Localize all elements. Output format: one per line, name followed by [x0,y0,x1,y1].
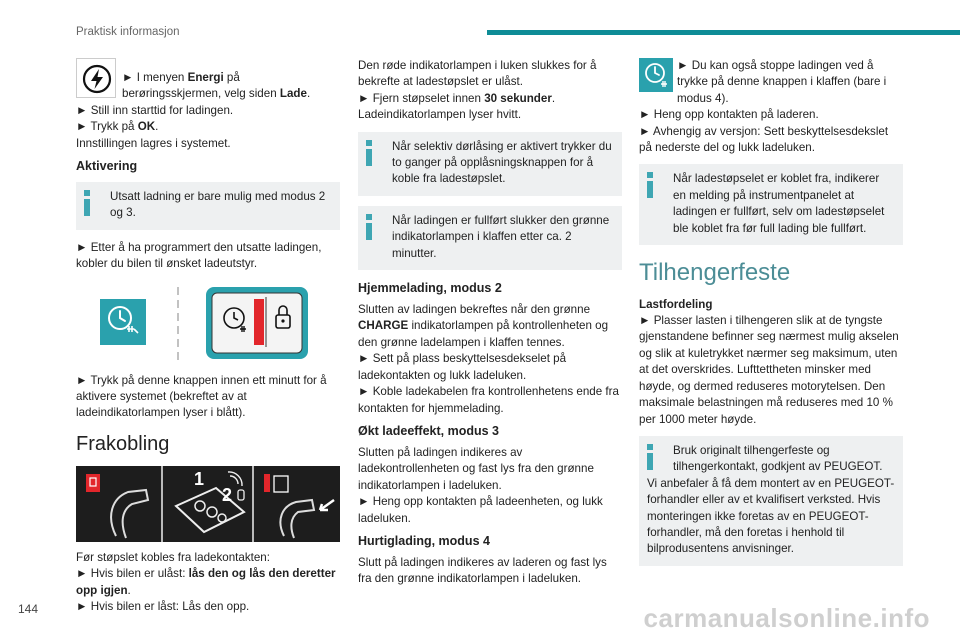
stop-button-instruction [639,58,903,107]
text: . [127,583,131,597]
info-icon [366,214,372,240]
paragraph: ► Trykk på denne knappen innen ett minutt for å aktivere systemet (bekreftet av at ladeindikatorlampen lyser i blått). [76,373,327,420]
energy-instruction [76,58,340,103]
bold-text: 30 sekunder [484,91,552,105]
info-note [358,206,622,270]
bold-text: CHARGE [358,319,409,333]
note-text: Når ladestøpselet er koblet fra, indikerer en melding på instrumentpanelet at ladingen er fullført, selv om ladestøpselet ble koblet fra før full lading ble fullført. [673,172,885,235]
paragraph: ► Still inn starttid for ladingen. [76,103,234,117]
note-text: Bruk originalt tilhengerfeste og tilhengerkontakt, godkjent av PEUGEOT. [673,443,883,474]
paragraph: Den røde indikatorlampen i luken slukkes for å bekrefte at ladestøpslet er ulåst. [358,59,597,89]
step-1-label: 1 [194,468,205,489]
paragraph: ► Du kan også stoppe ladingen ved å trykke på denne knappen i klaffen (bare i modus 4). [677,59,887,105]
info-icon [647,172,653,198]
heading-modus4: Hurtiglading, modus 4 [358,533,490,548]
info-icon [366,140,372,166]
paragraph: ► Koble ladekabelen fra kontrollenhetens ende fra kontakten for hjemmelading. [358,385,619,415]
text: på berøringsskjermen, velg siden [122,71,280,101]
column-3 [639,58,903,576]
paragraph: Innstillingen lagres i systemet. [76,136,231,150]
text: ► Hvis bilen er ulåst: [76,567,189,581]
column-2 [358,58,622,588]
heading-frakobling: Frakobling [76,432,170,455]
text: ► I menyen [122,71,188,84]
paragraph: ► Plasser lasten i tilhengeren slik at de tyngste gjenstandene befinner seg nærmest mulig akselen og slik at kuletrykket nærmer seg maksimum, uten at det overskrides. Lufttettheten minsker med høyde, og dermed reduseres motorytelsen. Den maksimale belastningen må reduseres med 10 % per 1000 meter høyde. [639,314,899,426]
paragraph: Ladeindikatorlampen lyser hvitt. [358,108,522,122]
paragraph: ► Hvis bilen er låst: Lås den opp. [76,600,250,614]
text: ► Trykk på [76,120,138,134]
info-note [639,436,903,566]
note-text: Når selektiv dørlåsing er aktivert trykker du to ganger på opplåsningsknappen for å koble fra ladestøpslet. [392,139,612,186]
column-1 [76,58,340,616]
heading-tilhengerfeste: Tilhengerfeste [639,259,791,287]
info-note [76,182,340,230]
info-note [358,132,622,196]
watermark: carmanualsonline.info [643,603,930,633]
heading-modus2: Hjemmelading, modus 2 [358,281,502,296]
paragraph: Slutten på ladingen indikeres av ladekontrollenheten og fast lys fra den grønne indikatorlampen i ladeluken. [358,445,594,492]
unplug-figure [76,466,340,542]
paragraph: Slutt på ladingen indikeres av laderen og fast lys fra den grønne indikatorlampen i ladeluken. [358,555,607,586]
paragraph [76,119,340,135]
page-lade: Lade [279,87,307,101]
paragraph: ► Avhengig av versjon: Sett beskyttelsesdekslet på nederste del og lukk ladeluken. [639,124,889,155]
key-fob-icon [176,472,244,532]
header-accent-bar [487,30,960,35]
paragraph: ► Heng opp kontakten på ladeenheten, og lukk ladeluken. [358,495,603,525]
plug-icon [280,500,334,538]
page-number: 144 [18,602,39,616]
text: . [551,91,556,105]
ok-label: OK [137,120,156,134]
text: indikatorlampen på kontrollenheten og den grønne ladelampen i klaffen tennes. [358,319,609,349]
paragraph [358,302,622,351]
clock-plug-icon [639,58,673,92]
note-text: Utsatt ladning er bare mulig med modus 2 og 3. [110,190,326,220]
text: ► Fjern støpselet innen [358,91,485,105]
step-2-label: 2 [222,484,233,505]
text: . [306,87,311,101]
charge-button-figure [76,285,340,363]
heading-modus3: Økt ladeeffekt, modus 3 [358,423,500,438]
paragraph [358,91,622,107]
info-icon [84,190,90,216]
info-icon [647,444,653,470]
paragraph [76,566,340,599]
heading-aktivering: Aktivering [76,159,138,174]
note-text: Vi anbefaler å få dem montert av en PEUGEOT-forhandler eller av et kvalifisert verksted. Hvis monteringen ikke foretas av en PEUGEOT-forhandler, må den foretas i henhold til bilprodusentens anvisninger. [647,476,895,556]
paragraph: ► Heng opp kontakten på laderen. [639,108,819,122]
heading-lastfordeling: Lastfordeling [639,298,713,312]
text: . [155,120,159,134]
paragraph: ► Etter å ha programmert den utsatte ladingen, kobler du bilen til ønsket ladeutstyr. [76,240,322,271]
section-header: Praktisk informasjon [76,26,180,38]
menu-energy: Energi [187,71,224,84]
paragraph: Før støpslet kobles fra ladekontakten: [76,550,270,564]
text: Slutten av ladingen bekreftes når den grønne [358,303,591,317]
info-note [639,164,903,245]
bold-text: lås den og lås den deretter opp igjen [76,567,336,597]
note-text: Når ladingen er fullført slukker den grønne indikatorlampen i klaffen etter ca. 2 minutter. [392,213,610,260]
lightning-icon [76,58,116,98]
paragraph: ► Sett på plass beskyttelsesdekselet på ladekontakten og lukk ladeluken. [358,352,567,382]
